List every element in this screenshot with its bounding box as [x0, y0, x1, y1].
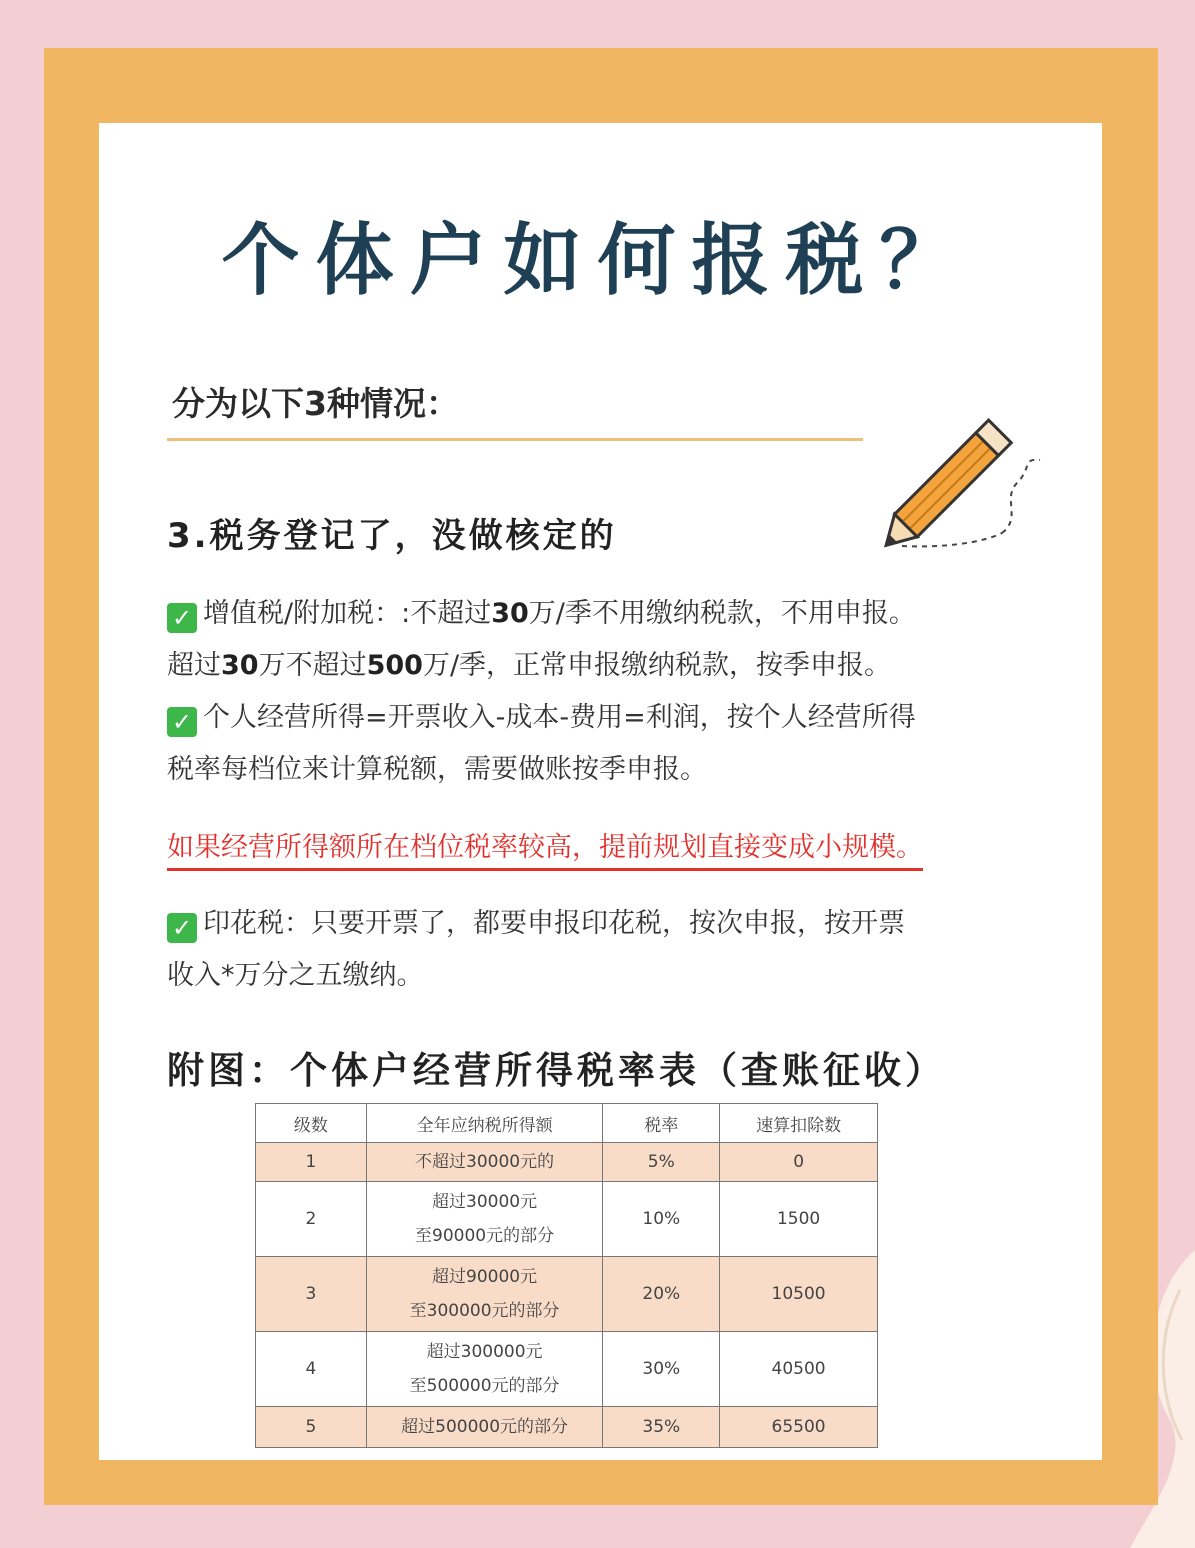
cell-deduction: 10500 [720, 1257, 878, 1332]
income-line-1: 个人经营所得=开票收入-成本-费用=利润，按个人经营所得 [203, 702, 916, 733]
stamp-paragraph [167, 898, 1067, 1002]
pencil-icon [872, 418, 1047, 558]
header-deduction: 速算扣除数 [720, 1104, 878, 1143]
cell-deduction: 1500 [720, 1182, 878, 1257]
cell-income-range [366, 1332, 603, 1407]
table-header-row [256, 1104, 878, 1143]
check-mark-icon: ✓ [167, 707, 197, 737]
stamp-line-2: 收入*万分之五缴纳。 [167, 960, 424, 991]
cell-level: 1 [256, 1143, 367, 1182]
vat-value-2: 30 [221, 650, 259, 681]
vat-text-4: 万/季，正常申报缴纳税款，按季申报。 [422, 650, 892, 681]
vat-lead: 增值税/附加税：:不超过 [203, 598, 492, 629]
check-mark-icon: ✓ [167, 603, 197, 633]
range-line: 至500000元的部分 [409, 1376, 560, 1396]
cell-income-range [366, 1182, 603, 1257]
warning-note: 如果经营所得额所在档位税率较高，提前规划直接变成小规模。 [167, 828, 923, 871]
header-rate: 税率 [603, 1104, 720, 1143]
range-line: 超过90000元 [432, 1267, 538, 1287]
cell-level: 4 [256, 1332, 367, 1407]
range-line: 超过300000元 [426, 1342, 543, 1362]
cell-income-range [366, 1257, 603, 1332]
vat-text-3: 万不超过 [258, 650, 367, 681]
range-line: 至300000元的部分 [409, 1301, 560, 1321]
vat-paragraph [167, 588, 1067, 796]
appendix-heading: 附图：个体户经营所得税率表（查账征收） [167, 1049, 946, 1092]
vat-value-3: 500 [366, 650, 423, 681]
cell-income-range: 不超过30000元的 [366, 1143, 603, 1182]
vat-value-1: 30 [491, 598, 529, 629]
range-line: 至90000元的部分 [415, 1226, 555, 1246]
cell-deduction: 65500 [720, 1407, 878, 1448]
cell-income-range: 超过500000元的部分 [366, 1407, 603, 1448]
cell-rate: 30% [603, 1332, 720, 1407]
table-row [256, 1407, 878, 1448]
table-row [256, 1257, 878, 1332]
vat-text-1: 万/季不用缴纳税款，不用申报。 [528, 598, 916, 629]
check-mark-icon: ✓ [167, 913, 197, 943]
table-row [256, 1332, 878, 1407]
header-income-range: 全年应纳税所得额 [366, 1104, 603, 1143]
cell-level: 2 [256, 1182, 367, 1257]
tax-rate-table [255, 1103, 878, 1448]
stamp-line-1: 印花税：只要开票了，都要申报印花税，按次申报，按开票 [203, 908, 905, 939]
cell-level: 5 [256, 1407, 367, 1448]
table-row [256, 1182, 878, 1257]
vat-text-2: 超过 [167, 650, 221, 681]
cell-deduction: 0 [720, 1143, 878, 1182]
page-title: 个体户如何报税？ [221, 215, 974, 306]
subtitle-underline [167, 438, 863, 441]
cell-rate: 35% [603, 1407, 720, 1448]
subtitle: 分为以下3种情况： [172, 384, 459, 423]
cell-level: 3 [256, 1257, 367, 1332]
section-heading: 3.税务登记了，没做核定的 [167, 516, 617, 556]
table-row [256, 1143, 878, 1182]
cell-rate: 10% [603, 1182, 720, 1257]
header-level: 级数 [256, 1104, 367, 1143]
cell-deduction: 40500 [720, 1332, 878, 1407]
income-line-2: 税率每档位来计算税额，需要做账按季申报。 [167, 754, 707, 785]
cell-rate: 5% [603, 1143, 720, 1182]
range-line: 超过30000元 [432, 1192, 538, 1212]
cell-rate: 20% [603, 1257, 720, 1332]
